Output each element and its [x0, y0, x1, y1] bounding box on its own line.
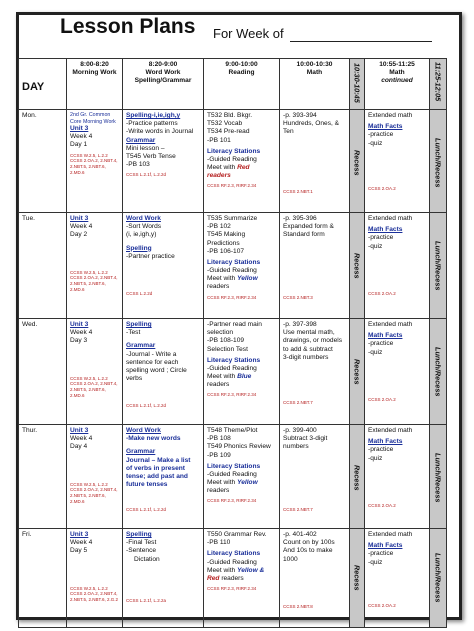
morning-work-cell: Unit 3 Week 4 Day 2 CCSS W.2.5, L.2.2 CCSS 2.OA.2, 2.NBT.4, 2.NBT.5, 2.NBT.6, 2.MD.6: [67, 213, 123, 319]
recess-cell: Recess: [350, 213, 365, 319]
page-title: Lesson Plans: [60, 15, 196, 38]
math-cell: -p. 393-394 Hundreds, Ones, & Ten CCSS 2.NBT.1: [280, 110, 350, 213]
reading-cell: -Partner read main selection -PB 108-109 Selection Test Literacy Stations -Guided Reading Meet with Blue readers CCSS RF.2.3, RIRF.2.34: [204, 319, 280, 425]
morning-work-cell: 2nd Gr. Common Core Morning Work Unit 3 Week 4 Day 1 CCSS W.2.5, L.2.2 CCSS 2.OA.2, 2.NBT.4, 2.NBT.5, 2.NBT.6, 2.MD.6: [67, 110, 123, 213]
day-header: DAY: [19, 59, 67, 110]
recess-cell: Recess: [350, 425, 365, 529]
word-work-header: 8:20-9:00 Word Work Spelling/Grammar: [123, 59, 204, 110]
reading-cell: T550 Grammar Rev. -PB 110 Literacy Stations -Guided Reading Meet with Yellow & Red readers CCSS RF.2.3, RIRF.2.34: [204, 529, 280, 628]
day-label: Fri.: [19, 529, 67, 628]
day-label: Thur.: [19, 425, 67, 529]
week-blank-line: [290, 41, 432, 42]
math-cell: -p. 399-400 Subtract 3-digit numbers CCSS 2.NBT.7: [280, 425, 350, 529]
math-header: 10:00-10:30 Math: [280, 59, 350, 110]
recess-cell: Recess: [350, 110, 365, 213]
reading-cell: T548 Theme/Plot -PB 108 T549 Phonics Review -PB 109 Literacy Stations -Guided Reading Meet with Yellow readers CCSS RF.2.3, RIRF.2.34: [204, 425, 280, 529]
recess-time-header: 10:30-10:45: [350, 59, 365, 110]
lunch-cell: Lunch/Recess: [430, 110, 447, 213]
day-row-tue: [19, 213, 447, 319]
day-label: Tue.: [19, 213, 67, 319]
reading-header: 9:00-10:00 Reading: [204, 59, 280, 110]
math-cell: -p. 401-402 Count on by 100s And 10s to make 1000 CCSS 2.NBT.8: [280, 529, 350, 628]
day-row-thur: [19, 425, 447, 529]
lunch-time-header: 11:25-12:05: [430, 59, 447, 110]
math-continued-cell: Extended math Math Facts -practice -quiz CCSS 2.OA.2: [365, 213, 430, 319]
day-label: Wed.: [19, 319, 67, 425]
day-row-fri: [19, 529, 447, 628]
word-work-cell: Word Work -Sort Words (i, ie,igh,y) Spelling -Partner practice CCSS L.2.2d: [123, 213, 204, 319]
recess-cell: Recess: [350, 529, 365, 628]
word-work-cell: Spelling -Test Grammar -Journal - Write a sentence for each spelling word ; Circle verbs CCSS L.2.1f, L.2.2d: [123, 319, 204, 425]
morning-work-header: 8:00-8:20 Morning Work: [67, 59, 123, 110]
math-continued-cell: Extended math Math Facts -practice -quiz CCSS 2.OA.2: [365, 425, 430, 529]
math-cell: -p. 395-396 Expanded form & Standard form CCSS 2.NBT.3: [280, 213, 350, 319]
morning-work-cell: Unit 3 Week 4 Day 3 CCSS W.2.5, L.2.2 CCSS 2.OA.2, 2.NBT.4, 2.NBT.5, 2.NBT.6, 2.MD.6: [67, 319, 123, 425]
lunch-cell: Lunch/Recess: [430, 425, 447, 529]
lesson-grid: [18, 58, 447, 628]
for-week-label: For Week of: [213, 26, 284, 41]
day-label: Mon.: [19, 110, 67, 213]
word-work-cell: Spelling -Final Test -Sentence Dictation CCSS L.2.1f, L.2.2a: [123, 529, 204, 628]
morning-work-cell: Unit 3 Week 4 Day 5 CCSS W.2.5, L.2.2 CCSS 2.OA.2, 2.NBT.4, 2.NBT.5, 2.NBT.6, 2.G.2: [67, 529, 123, 628]
math-continued-cell: Extended math Math Facts -practice -quiz CCSS 2.OA.2: [365, 110, 430, 213]
word-work-cell: Spelling-i,ie,igh,y -Practice patterns -Write words in Journal Grammar Mini lesson – T545 Verb Tense -PB 103 CCSS L.2.1f, L.2.2d: [123, 110, 204, 213]
lunch-cell: Lunch/Recess: [430, 319, 447, 425]
math-continued-cell: Extended math Math Facts -practice -quiz CCSS 2.OA.2: [365, 529, 430, 628]
reading-cell: T535 Summarize -PB 102 T545 Making Predictions -PB 106-107 Literacy Stations -Guided Reading Meet with Yellow readers CCSS RF.2.3, RIRF.2.34: [204, 213, 280, 319]
header-row: [19, 59, 447, 110]
math-continued-header: 10:55-11:25 Math continued: [365, 59, 430, 110]
lunch-cell: Lunch/Recess: [430, 529, 447, 628]
morning-work-cell: Unit 3 Week 4 Day 4 CCSS W.2.5, L.2.2 CCSS 2.OA.2, 2.NBT.4, 2.NBT.5, 2.NBT.6, 2.MD.6: [67, 425, 123, 529]
recess-cell: Recess: [350, 319, 365, 425]
reading-cell: T532 Bld. Bkgr. T532 Vocab T534 Pre-read -PB 101 Literacy Stations -Guided Reading Meet with Red readers CCSS RF.2.3, RIRF.2.34: [204, 110, 280, 213]
math-continued-cell: Extended math Math Facts -practice -quiz CCSS 2.OA.2: [365, 319, 430, 425]
day-row-mon: [19, 110, 447, 213]
math-cell: -p. 397-398 Use mental math, drawings, or models to add & subtract 3-digit numbers CCSS 2.NBT.7: [280, 319, 350, 425]
word-work-cell: Word Work -Make new words Grammar Journal – Make a list of verbs in present tense; add past and future tenses CCSS L.2.1f, L.2.2d: [123, 425, 204, 529]
lunch-cell: Lunch/Recess: [430, 213, 447, 319]
day-row-wed: [19, 319, 447, 425]
